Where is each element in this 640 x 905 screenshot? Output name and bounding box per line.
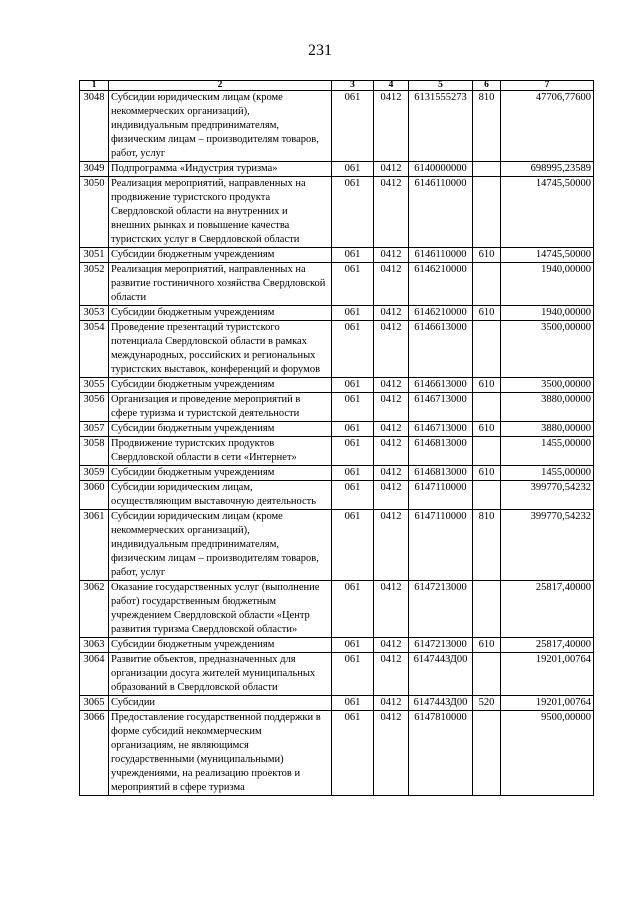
row-name-cell: Субсидии бюджетным учреждениям [109,306,332,321]
table-row [80,481,594,510]
row-number-cell: 3051 [80,248,109,263]
section-code-cell: 0412 [374,422,409,437]
ministry-code-cell: 061 [332,581,374,638]
section-code-cell: 0412 [374,581,409,638]
row-name-cell: Субсидии юридическим лицам (кроме некоммерческих организаций), индивидуальным предпринимателям, физическим лицам – производителям товаров, работ, услуг [109,91,332,162]
ministry-code-cell: 061 [332,422,374,437]
target-article-cell: 6146110000 [409,248,473,263]
target-article-cell: 6147810000 [409,711,473,796]
expense-type-cell: 610 [473,306,501,321]
row-name-cell: Продвижение туристских продуктов Свердловской области в сети «Интернет» [109,437,332,466]
section-code-cell: 0412 [374,306,409,321]
expense-type-cell [473,711,501,796]
section-code-cell: 0412 [374,711,409,796]
row-number-cell: 3055 [80,378,109,393]
ministry-code-cell: 061 [332,263,374,306]
row-number-cell: 3060 [80,481,109,510]
ministry-code-cell: 061 [332,162,374,177]
table-row [80,653,594,696]
expense-type-cell [473,162,501,177]
amount-cell: 399770,54232 [501,481,594,510]
amount-cell: 399770,54232 [501,510,594,581]
expense-type-cell [473,437,501,466]
ministry-code-cell: 061 [332,466,374,481]
row-name-cell: Субсидии юридическим лицам (кроме некоммерческих организаций), индивидуальным предпринимателям, физическим лицам – производителям товаров, работ, услуг [109,510,332,581]
section-code-cell: 0412 [374,696,409,711]
ministry-code-cell: 061 [332,696,374,711]
section-code-cell: 0412 [374,638,409,653]
target-article-cell: 6146210000 [409,306,473,321]
row-name-cell: Проведение презентаций туристского потенциала Свердловской области в рамках международных, российских и региональных туристских выставок, конференций и форумов [109,321,332,378]
target-article-cell: 6146110000 [409,177,473,248]
amount-cell: 3500,00000 [501,378,594,393]
section-code-cell: 0412 [374,248,409,263]
row-number-cell: 3048 [80,91,109,162]
row-name-cell: Субсидии бюджетным учреждениям [109,638,332,653]
amount-cell: 19201,00764 [501,696,594,711]
table-row [80,638,594,653]
section-code-cell: 0412 [374,393,409,422]
section-code-cell: 0412 [374,466,409,481]
table-row [80,696,594,711]
target-article-cell: 6131555273 [409,91,473,162]
target-article-cell: 6147110000 [409,510,473,581]
expense-type-cell: 610 [473,638,501,653]
amount-cell: 3500,00000 [501,321,594,378]
target-article-cell: 6147213000 [409,581,473,638]
expense-type-cell [473,581,501,638]
ministry-code-cell: 061 [332,91,374,162]
ministry-code-cell: 061 [332,393,374,422]
table-row [80,321,594,378]
amount-cell: 25817,40000 [501,638,594,653]
table-row [80,422,594,437]
column-header: 5 [409,81,473,91]
page-number: 231 [308,42,332,59]
table-row [80,393,594,422]
row-number-cell: 3065 [80,696,109,711]
ministry-code-cell: 061 [332,248,374,263]
section-code-cell: 0412 [374,481,409,510]
amount-cell: 14745,50000 [501,248,594,263]
table-row [80,91,594,162]
ministry-code-cell: 061 [332,638,374,653]
row-number-cell: 3062 [80,581,109,638]
target-article-cell: 6146613000 [409,378,473,393]
row-number-cell: 3053 [80,306,109,321]
expense-type-cell [473,393,501,422]
row-name-cell: Реализация мероприятий, направленных на продвижение туристского продукта Свердловской области на внутренних и внешних рынках и повышение качества туристских услуг в Свердловской области [109,177,332,248]
row-name-cell: Развитие объектов, предназначенных для организации досуга жителей муниципальных образований в Свердловской области [109,653,332,696]
section-code-cell: 0412 [374,510,409,581]
row-name-cell: Оказание государственных услуг (выполнение работ) государственным бюджетным учреждением Свердловской области «Центр развития туризма Свердловской области» [109,581,332,638]
row-number-cell: 3061 [80,510,109,581]
row-number-cell: 3066 [80,711,109,796]
target-article-cell: 6146813000 [409,466,473,481]
expense-type-cell: 610 [473,248,501,263]
amount-cell: 698995,23589 [501,162,594,177]
target-article-cell: 6146813000 [409,437,473,466]
table-row [80,177,594,248]
target-article-cell: 6140000000 [409,162,473,177]
row-number-cell: 3049 [80,162,109,177]
ministry-code-cell: 061 [332,653,374,696]
table-row [80,466,594,481]
amount-cell: 25817,40000 [501,581,594,638]
ministry-code-cell: 061 [332,711,374,796]
row-name-cell: Реализация мероприятий, направленных на развитие гостиничного хозяйства Свердловской области [109,263,332,306]
column-header: 4 [374,81,409,91]
amount-cell: 3880,00000 [501,422,594,437]
target-article-cell: 6147213000 [409,638,473,653]
section-code-cell: 0412 [374,378,409,393]
amount-cell: 1455,00000 [501,437,594,466]
row-name-cell: Субсидии бюджетным учреждениям [109,248,332,263]
column-header: 2 [109,81,332,91]
table-row [80,248,594,263]
section-code-cell: 0412 [374,162,409,177]
expense-type-cell: 520 [473,696,501,711]
row-name-cell: Субсидии юридическим лицам, осуществляющим выставочную деятельность [109,481,332,510]
expense-type-cell [473,481,501,510]
table-header-row [80,81,594,91]
table-row [80,581,594,638]
table-row [80,306,594,321]
row-name-cell: Предоставление государственной поддержки в форме субсидий некоммерческим организациям, не являющимся государственными (муниципальными) учреждениями, на реализацию проектов и мероприятий в сфере туризма [109,711,332,796]
amount-cell: 3880,00000 [501,393,594,422]
expense-type-cell [473,653,501,696]
amount-cell: 9500,00000 [501,711,594,796]
column-header: 1 [80,81,109,91]
row-name-cell: Подпрограмма «Индустрия туризма» [109,162,332,177]
budget-table [79,80,594,796]
amount-cell: 47706,77600 [501,91,594,162]
row-name-cell: Субсидии бюджетным учреждениям [109,466,332,481]
row-number-cell: 3064 [80,653,109,696]
ministry-code-cell: 061 [332,177,374,248]
expense-type-cell: 610 [473,466,501,481]
expense-type-cell [473,263,501,306]
amount-cell: 19201,00764 [501,653,594,696]
table-body [80,91,594,796]
section-code-cell: 0412 [374,177,409,248]
target-article-cell: 6147110000 [409,481,473,510]
table-row [80,510,594,581]
row-number-cell: 3063 [80,638,109,653]
ministry-code-cell: 061 [332,306,374,321]
ministry-code-cell: 061 [332,378,374,393]
column-header: 6 [473,81,501,91]
row-number-cell: 3059 [80,466,109,481]
column-header: 7 [501,81,594,91]
row-name-cell: Субсидии [109,696,332,711]
expense-type-cell: 810 [473,510,501,581]
amount-cell: 14745,50000 [501,177,594,248]
row-number-cell: 3054 [80,321,109,378]
target-article-cell: 6146613000 [409,321,473,378]
row-number-cell: 3057 [80,422,109,437]
amount-cell: 1940,00000 [501,263,594,306]
ministry-code-cell: 061 [332,481,374,510]
row-number-cell: 3052 [80,263,109,306]
section-code-cell: 0412 [374,91,409,162]
expense-type-cell [473,177,501,248]
section-code-cell: 0412 [374,437,409,466]
target-article-cell: 614744ЗД00 [409,653,473,696]
table-row [80,162,594,177]
table-row [80,263,594,306]
expense-type-cell [473,321,501,378]
ministry-code-cell: 061 [332,321,374,378]
target-article-cell: 6146713000 [409,422,473,437]
section-code-cell: 0412 [374,263,409,306]
amount-cell: 1940,00000 [501,306,594,321]
section-code-cell: 0412 [374,321,409,378]
row-name-cell: Организация и проведение мероприятий в сфере туризма и туристской деятельности [109,393,332,422]
amount-cell: 1455,00000 [501,466,594,481]
ministry-code-cell: 061 [332,510,374,581]
row-number-cell: 3058 [80,437,109,466]
row-name-cell: Субсидии бюджетным учреждениям [109,422,332,437]
row-name-cell: Субсидии бюджетным учреждениям [109,378,332,393]
target-article-cell: 614744ЗД00 [409,696,473,711]
row-number-cell: 3050 [80,177,109,248]
expense-type-cell: 610 [473,378,501,393]
ministry-code-cell: 061 [332,437,374,466]
table-row [80,437,594,466]
expense-type-cell: 810 [473,91,501,162]
column-header: 3 [332,81,374,91]
expense-type-cell: 610 [473,422,501,437]
target-article-cell: 6146210000 [409,263,473,306]
table-row [80,711,594,796]
table-row [80,378,594,393]
row-number-cell: 3056 [80,393,109,422]
section-code-cell: 0412 [374,653,409,696]
target-article-cell: 6146713000 [409,393,473,422]
